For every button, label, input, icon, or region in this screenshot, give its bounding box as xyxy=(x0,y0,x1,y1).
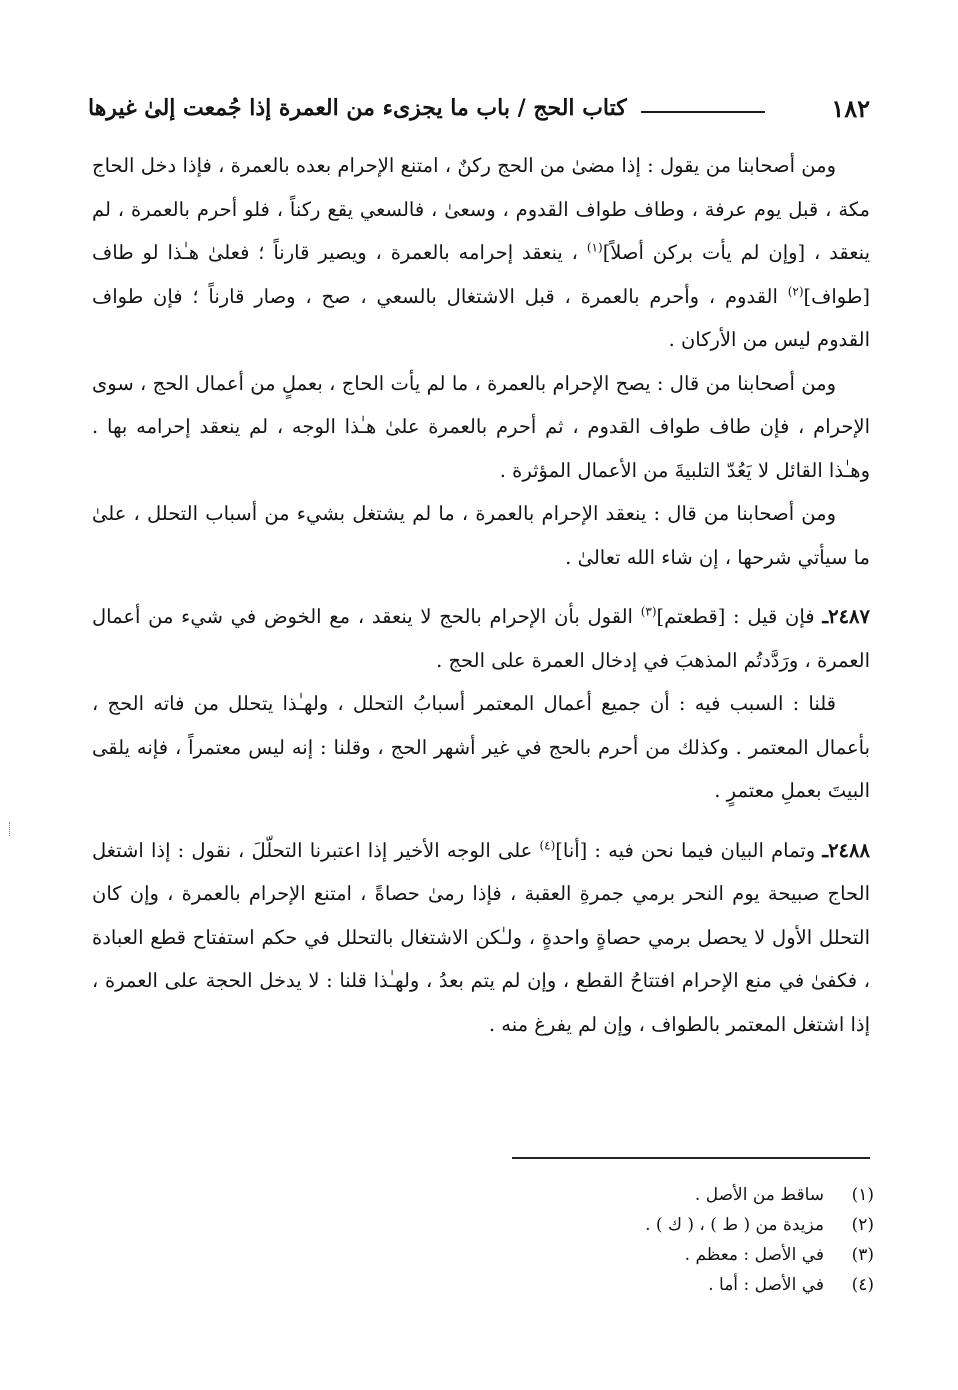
paragraph-3: ومن أصحابنا من قال : ينعقد الإحرام بالعمرة ، ما لم يشتغل بشيء من أسباب التحلل ، علىٰ ما سيأتي شرحها ، إن شاء الله تعالىٰ . xyxy=(92,502,870,569)
footnote-text: في الأصل : أما . xyxy=(708,1275,824,1295)
running-title: كتاب الحج / باب ما يجزىء من العمرة إذا جُمعت إلىٰ غيرها xyxy=(88,95,627,121)
footnote-number: (٤) xyxy=(851,1275,874,1295)
main-text xyxy=(92,144,870,1046)
paragraph-text: القدوم ، وأحرم بالعمرة ، قبل الاشتغال بالسعي ، صح ، وصار قارناً ؛ فإن طواف القدوم ليس من الأركان . xyxy=(92,284,870,351)
page-header xyxy=(88,88,870,128)
footnote-item xyxy=(174,1210,874,1240)
paragraph-2488 xyxy=(92,829,870,1047)
footnote-ref: (٤) xyxy=(539,838,556,852)
paragraph-1 xyxy=(92,144,870,362)
footnote-text: ساقط من الأصل . xyxy=(694,1185,824,1205)
footnote-number: (٣) xyxy=(851,1245,874,1265)
header-rule xyxy=(641,111,765,113)
paragraph-text: ومن أصحابنا من يقول : إذا مضىٰ من الحج ركنٌ ، امتنع الإحرام بعده بالعمرة ، فإذا دخل الحاج مكة ، قبل يوم عرفة ، وطاف طواف القدوم ، وسعىٰ ، فالسعي يقع ركناً ، فلو أحرم بالعمرة ، لم ينعقد ، [وإن لم يأت بركن أصلاً] xyxy=(92,154,870,264)
paragraph-text: ، ينعقد إحرامه بالعمرة ، ويصير قارناً ؛ فعلىٰ هـٰذا لو طاف [طواف] xyxy=(92,241,870,308)
footnote-ref: (٣) xyxy=(640,604,657,619)
footnote-ref: (٢) xyxy=(787,284,804,298)
footnote-number: (١) xyxy=(851,1185,874,1205)
paragraph-text: على الوجه الأخير إذا اعتبرنا التحلّلَ ، نقول : إذا اشتغل الحاج صبيحة يوم النحر برمي جمرةِ العقبة ، فإذا رمىٰ حصاةً ، امتنع الإحرام بالعمرة ، وإن كان التحلل الأول لا يحصل برمي حصاةٍ واحدةٍ ، ولـٰكن الاشتغال بالتحلل في حكم استفتاح قطع العبادة ، فكفىٰ في منع الإحرام افتتاحُ القطع ، وإن لم يتم بعدُ ، ولهـٰذا قلنا : لا يدخل الحجة على العمرة ، إذا اشتغل المعتمر بالطواف ، وإن لم يفرغ منه . xyxy=(92,838,870,1036)
paragraph-2: ومن أصحابنا من قال : يصح الإحرام بالعمرة ، ما لم يأت الحاج ، بعملٍ من أعمال الحج ، سوى الإحرام ، فإن طاف طواف القدوم ، ثم أحرم بالعمرة علىٰ هـٰذا الوجه ، لم ينعقد إحرامه بها . وهـٰذا القائل لا يَعُدّ التلبيةَ من الأعمال المؤثرة . xyxy=(92,371,870,482)
footnote-number: (٢) xyxy=(851,1215,874,1235)
footnote-item xyxy=(174,1180,874,1210)
paragraph-text: فإن قيل : [قطعتم] xyxy=(656,605,823,628)
scan-mark xyxy=(9,822,12,836)
header-title-group xyxy=(88,95,773,121)
section-number: ٢٤٨٧ـ xyxy=(822,605,870,628)
footnote-text: مزيدة من ( ط ) ، ( ك ) . xyxy=(645,1215,824,1235)
paragraph-text: وتمام البيان فيما نحن فيه : [أنا] xyxy=(555,838,823,862)
footnote-ref: (١) xyxy=(586,240,603,255)
footnote-rule xyxy=(512,1157,870,1159)
section-number: ٢٤٨٨ـ xyxy=(822,838,870,862)
paragraph-text: القول بأن الإحرام بالحج لا ينعقد ، مع الخوض في شيء من أعمال العمرة ، ورَدَّدتُم المذهبَ في إدخال العمرة على الحج . xyxy=(92,605,870,672)
footnote-item xyxy=(174,1240,874,1270)
footnotes xyxy=(174,1180,874,1300)
paragraph-5: قلنا : السبب فيه : أن جميع أعمال المعتمر أسبابُ التحلل ، ولهـٰذا يتحلل من فاته الحج ، بأعمال المعتمر . وكذلك من أحرم بالحج في غير أشهر الحج ، وقلنا : إنه ليس معتمراً ، فإنه يلقى البيتَ بعملِ معتمرٍ . xyxy=(92,692,870,802)
page-number: ١٨٢ xyxy=(831,93,870,123)
paragraph-2487 xyxy=(92,595,870,682)
footnote-item xyxy=(174,1270,874,1300)
footnote-text: في الأصل : معظم . xyxy=(684,1245,824,1265)
